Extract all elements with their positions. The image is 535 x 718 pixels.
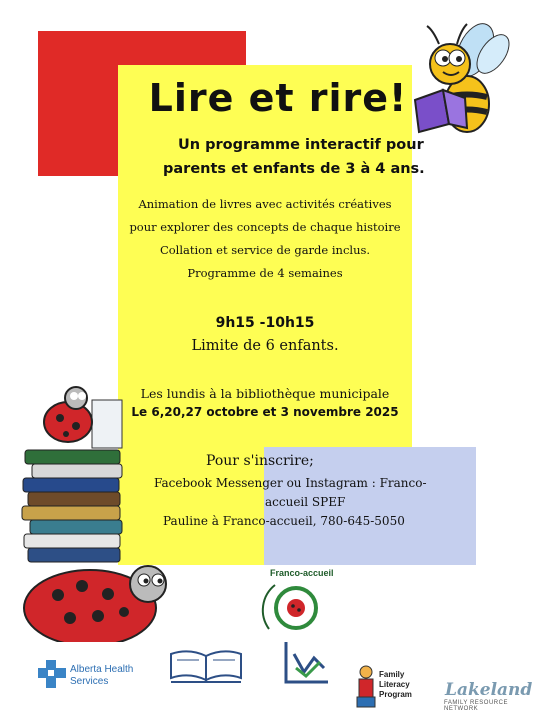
location-text: Les lundis à la bibliothèque municipale <box>140 386 390 401</box>
alberta-health-text: Alberta Health <box>70 664 134 675</box>
detail-line: Animation de livres avec activités créatives <box>138 197 392 211</box>
subtitle-line-2: parents et enfants de 3 à 4 ans. <box>163 161 425 177</box>
open-book-logo <box>165 646 247 686</box>
subtitle-line-1: Un programme interactif pour <box>178 137 424 153</box>
register-heading: Pour s'inscrire; <box>206 453 314 469</box>
ladybug-books-icon <box>20 380 170 642</box>
register-line-1: Facebook Messenger ou Instagram : Franco- <box>154 476 427 490</box>
family-literacy-text-3: Program <box>379 690 412 699</box>
page-title: Lire et rire! <box>148 76 408 120</box>
detail-line: Programme de 4 semaines <box>187 266 343 280</box>
alberta-health-logo <box>36 658 68 690</box>
register-line-3: Pauline à Franco-accueil, 780-645-5050 <box>163 514 405 528</box>
limit-text: Limite de 6 enfants. <box>191 338 339 354</box>
time-text: 9h15 -10h15 <box>215 315 315 331</box>
alberta-health-text-2: Services <box>70 676 109 687</box>
family-literacy-text-1: Family <box>379 670 405 679</box>
dates-text: Le 6,20,27 octobre et 3 novembre 2025 <box>131 405 399 419</box>
library-logo <box>280 638 335 690</box>
franco-accueil-logo-text: Franco-accueil <box>270 568 334 578</box>
lakeland-logo-text: Lakeland <box>445 680 533 700</box>
franco-accueil-logo <box>255 567 337 649</box>
family-literacy-icon <box>355 664 377 712</box>
detail-line: pour explorer des concepts de chaque histoire <box>129 220 401 234</box>
family-literacy-text-2: Literacy <box>379 680 410 689</box>
detail-line: Collation et service de garde inclus. <box>159 243 371 257</box>
register-line-2: accueil SPEF <box>265 495 346 509</box>
lakeland-subtext: FAMILY RESOURCE NETWORK <box>444 700 508 712</box>
